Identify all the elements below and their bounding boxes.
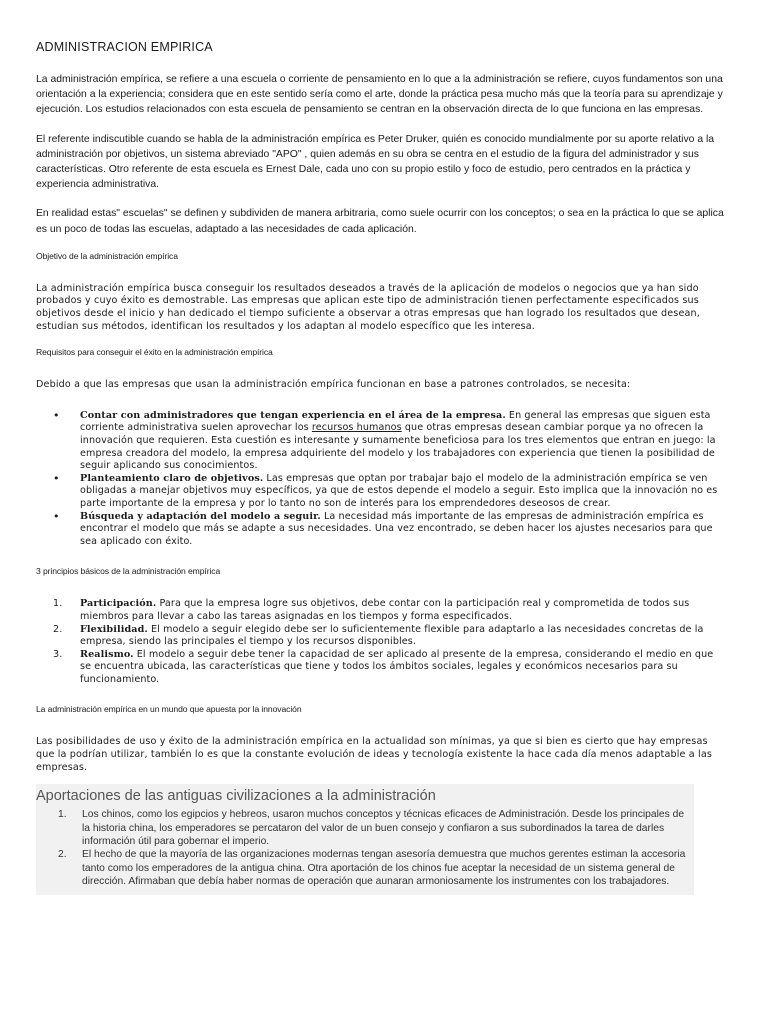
- list-item: [53, 509, 724, 549]
- requisitos-list: [36, 410, 724, 549]
- objetivo-paragraph: La administración empírica busca conseguir los resultados deseados a través de la aplicación de modelos o negocios que ya han sido probados y cuyo éxito es demostrable. Las empresas que aplican este tipo de administración tienen perfectamente especificados sus objetivos desde el inicio y han dedicado el tiempo suficiente a observar a otras empresas que han logrado los resultados que desean, estudian sus métodos, identifican los resultados y los adaptan al modelo específico que les interesa.: [36, 282, 700, 332]
- document-title: ADMINISTRACION EMPIRICA: [36, 40, 213, 54]
- innovacion-paragraph: Las posibilidades de uso y éxito de la administración empírica en la actualidad son mínimas, ya que si bien es cierto que hay empresas que la podrían utilizar, también lo es que la constante evolución de ideas y tecnología existente la hace cada día menos adaptable a las empresas.: [36, 736, 713, 773]
- list-item: [53, 623, 724, 649]
- item-number: 3.: [53, 648, 63, 660]
- item-lead: Planteamiento claro de objetivos.: [80, 472, 264, 484]
- list-item: [53, 408, 724, 473]
- item-text: que otras empresas desean cambiar porque ya no ofrecen la innovación que requieren. Esta cuestión es interesante y sumamente beneficiosa para los tres elementos que entran en juego: la empresa creadora del modelo, la empresa adquiriente del modelo y los trabajadores con experiencia que tienen la posibilidad de seguir aplicando sus conocimientos.: [80, 422, 716, 472]
- intro-paragraph: La administración empírica, se refiere a una escuela o corriente de pensamiento en lo que a la administración se refiere, cuyos fundamentos son una orientación a la experiencia; considera que en este sentido sería como el arte, donde la práctica pesa mucho más que la teoría para su aprendizaje y ejecución. Los estudios relacionados con esta escuela de pensamiento se centran en la observación directa de lo que funciona en las empresas.: [36, 74, 723, 116]
- item-text: Los chinos, como los egipcios y hebreos, usaron muchos conceptos y técnicas eficaces de Administración. Desde los principales de la historia china, los emperadores se percataron del valor de un buen consejo y confiaron a sus subordinados la tarea de darles información útil para gobernar el imperio.: [82, 809, 685, 848]
- item-text: La necesidad más importante de las empresas de administración empírica es encontrar el modelo que más se adapte a sus necesidades. Una vez encontrado, se deben hacer los ajustes necesarios para que sea aplicado con éxito.: [80, 510, 713, 547]
- item-text: En general las empresas que siguen esta corriente administrativa suelen aprovechar los: [80, 409, 711, 434]
- item-text: El modelo a seguir elegido debe ser lo suficientemente flexible para adaptarlo a las necesidades concretas de la empresa, siendo las principales el tiempo y los recursos disponibles.: [80, 623, 704, 648]
- innovacion-heading: La administración empírica en un mundo que apuesta por la innovación: [36, 704, 302, 715]
- bullet-icon: •: [53, 509, 60, 523]
- item-text: Para que la empresa logre sus objetivos, debe contar con la participación real y comprometida de todos sus miembros para llevar a cabo las tareas asignadas en los tiempos y forma especificados.: [80, 598, 690, 622]
- item-text: El hecho de que la mayoría de las organizaciones modernas tengan asesoría demuestra que muchos gerentes estiman la accesoria tanto como los emperadores de la antigua china. Otra aportación de los chinos fue aceptar la necesidad de un sistema general de dirección. Afirmaban que debía haber normas de operación que aunaran armoniosamente los instrumentes con los trabajadores.: [82, 849, 686, 888]
- item-number: 1.: [53, 598, 63, 610]
- list-item: [58, 808, 694, 848]
- aportaciones-heading: Aportaciones de las antiguas civilizaciones a la administración: [36, 788, 436, 805]
- objetivo-heading: Objetivo de la administración empírica: [36, 250, 178, 261]
- requisitos-heading: Requisitos para conseguir el éxito en la administración empírica: [36, 347, 273, 358]
- realidad-paragraph: En realidad estas" escuelas" se definen y subdividen de manera arbitraria, como suele ocurrir con los conceptos; o sea en la práctica lo que se aplica es un poco de todas las escuelas, adaptado a las necesidades de cada aplicación.: [36, 208, 724, 235]
- list-item: [53, 598, 724, 623]
- item-number: 2.: [58, 849, 67, 861]
- bullet-icon: •: [53, 471, 60, 485]
- item-lead: Participación.: [80, 598, 157, 610]
- item-lead: Búsqueda y adaptación del modelo a seguir.: [80, 510, 321, 522]
- principios-heading: 3 principios básicos de la administración empírica: [36, 566, 221, 577]
- referente-paragraph: El referente indiscutible cuando se habla de la administración empírica es Peter Druker, quién es conocido mundialmente por su aporte relativo a la administración por objetivos, un sistema abreviado "APO" , quien además en su obra se centra en el estudio de la figura del administrador y sus características. Otro referente de esta escuela es Ernest Dale, cada uno con su propio estilo y foco de estudio, pero centrados en la práctica y experiencia administrativa.: [36, 133, 715, 191]
- item-number: 2.: [53, 623, 63, 635]
- item-text: Las empresas que optan por trabajar bajo el modelo de la administración empírica se ven obligadas a manejar objetivos muy específicos, ya que de estos depende el modelo a seguir. Esto implica que la innovación no es parte importante de la empresa y por lo tanto no son de interés para los emprendedores deseosos de crear.: [80, 472, 718, 509]
- aportaciones-list: [36, 808, 694, 888]
- item-number: 1.: [58, 809, 67, 821]
- recursos-humanos-link[interactable]: recursos humanos: [311, 422, 402, 434]
- item-lead: Realismo.: [80, 648, 134, 660]
- list-item: [53, 648, 724, 687]
- bullet-icon: •: [53, 408, 60, 422]
- item-text: El modelo a seguir debe tener la capacidad de ser aplicado al presente de la empresa, considerando el medio en que se encuentra ubicada, las características que tiene y todos los ámbitos sociales, legales y económicos necesarios para su funcionamiento.: [80, 648, 714, 685]
- list-item: [53, 471, 724, 511]
- list-item: [58, 848, 694, 888]
- requisitos-intro: Debido a que las empresas que usan la administración empírica funcionan en base a patrones controlados, se necesita:: [36, 379, 631, 391]
- principios-list: [36, 598, 724, 686]
- item-lead: Flexibilidad.: [80, 623, 148, 635]
- aportaciones-section: [36, 784, 694, 894]
- item-lead: Contar con administradores que tengan experiencia en el área de la empresa.: [80, 409, 506, 421]
